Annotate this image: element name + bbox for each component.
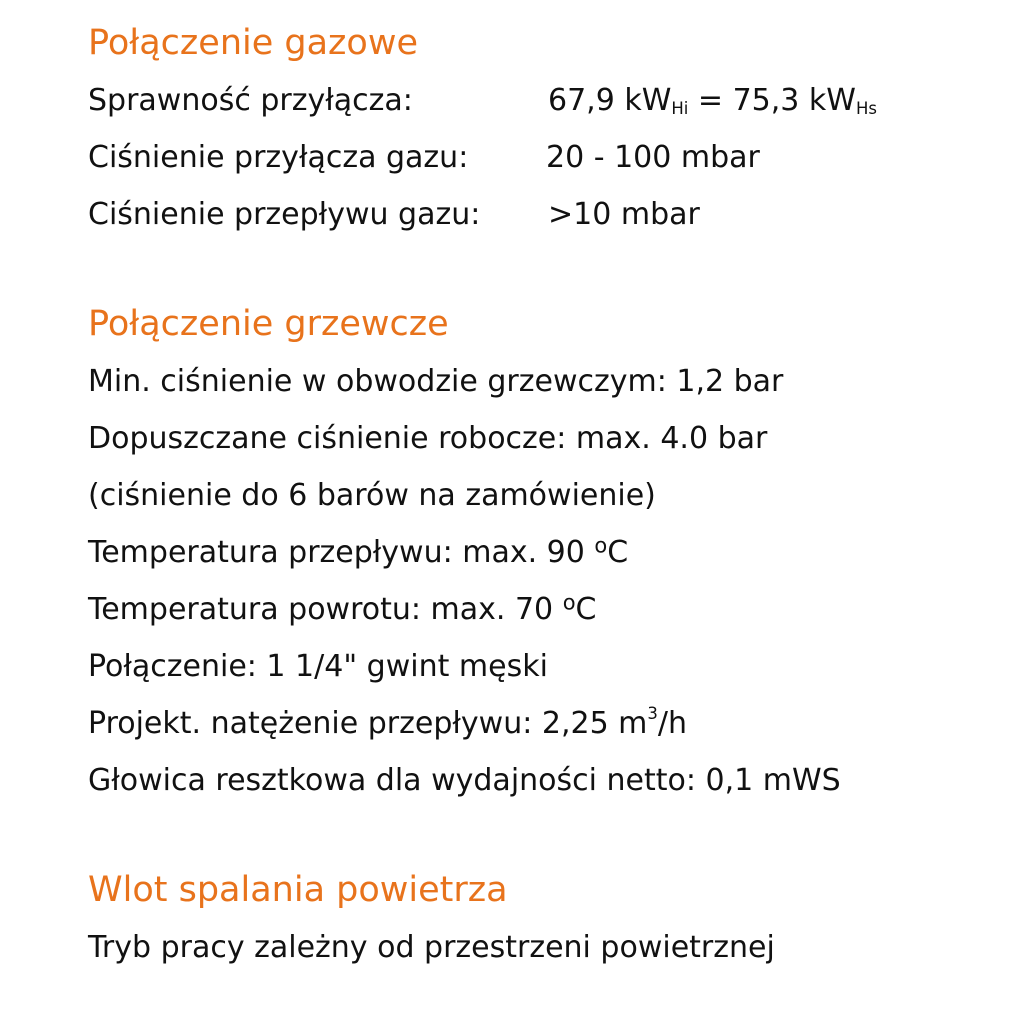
connection-thread-row: Połączenie: 1 1/4" gwint męski [88, 649, 548, 684]
heating-connection-title: Połączenie grzewcze [88, 304, 449, 344]
pressure-option-row: (ciśnienie do 6 barów na zamówienie) [88, 478, 656, 513]
gas-supply-pressure-value: 20 - 100 mbar [546, 140, 760, 175]
residual-head-row: Głowica resztkowa dla wydajności netto: 0,1 mWS [88, 763, 841, 798]
efficiency-value-hs: = 75,3 kW [688, 83, 856, 118]
operating-pressure-row: Dopuszczane ciśnienie robocze: max. 4.0 bar [88, 421, 768, 456]
spec-sheet [88, 14, 1008, 976]
hs-subscript: Hs [855, 99, 877, 119]
degree-symbol: o [594, 533, 608, 558]
gas-supply-pressure-label: Ciśnienie przyłącza gazu: [88, 140, 469, 175]
celsius-unit: C [607, 535, 629, 570]
efficiency-value-hi: 67,9 kW [548, 83, 672, 118]
heating-connection-section [88, 295, 1008, 809]
gas-flow-pressure-label: Ciśnienie przepływu gazu: [88, 197, 481, 232]
operating-mode-row: Tryb pracy zależny od przestrzeni powietrznej [88, 930, 775, 965]
cubic-superscript: 3 [647, 703, 658, 723]
connection-efficiency-value [548, 72, 877, 129]
connection-efficiency-label: Sprawność przyłącza: [88, 83, 413, 118]
section-spacer [88, 809, 1008, 861]
gas-connection-section [88, 14, 1008, 243]
gas-supply-pressure-row [88, 129, 1008, 186]
gas-flow-pressure-value: >10 mbar [548, 197, 700, 232]
design-flow-rate-row [88, 695, 1008, 752]
combustion-air-title: Wlot spalania powietrza [88, 870, 508, 910]
gas-flow-pressure-row [88, 186, 1008, 243]
gas-connection-title: Połączenie gazowe [88, 23, 418, 63]
section-spacer [88, 243, 1008, 295]
degree-symbol: o [562, 590, 576, 615]
celsius-unit: C [575, 592, 597, 627]
hi-subscript: Hi [671, 99, 689, 119]
connection-efficiency-row [88, 72, 1008, 129]
combustion-air-section [88, 861, 1008, 976]
design-flow-rate-text: Projekt. natężenie przepływu: 2,25 m [88, 706, 648, 741]
min-pressure-row: Min. ciśnienie w obwodzie grzewczym: 1,2 bar [88, 364, 784, 399]
return-temperature-text: Temperatura powrotu: max. 70 [88, 592, 563, 627]
flow-temperature-row [88, 524, 1008, 581]
flow-temperature-text: Temperatura przepływu: max. 90 [88, 535, 595, 570]
return-temperature-row [88, 581, 1008, 638]
per-hour-unit: /h [657, 706, 688, 741]
